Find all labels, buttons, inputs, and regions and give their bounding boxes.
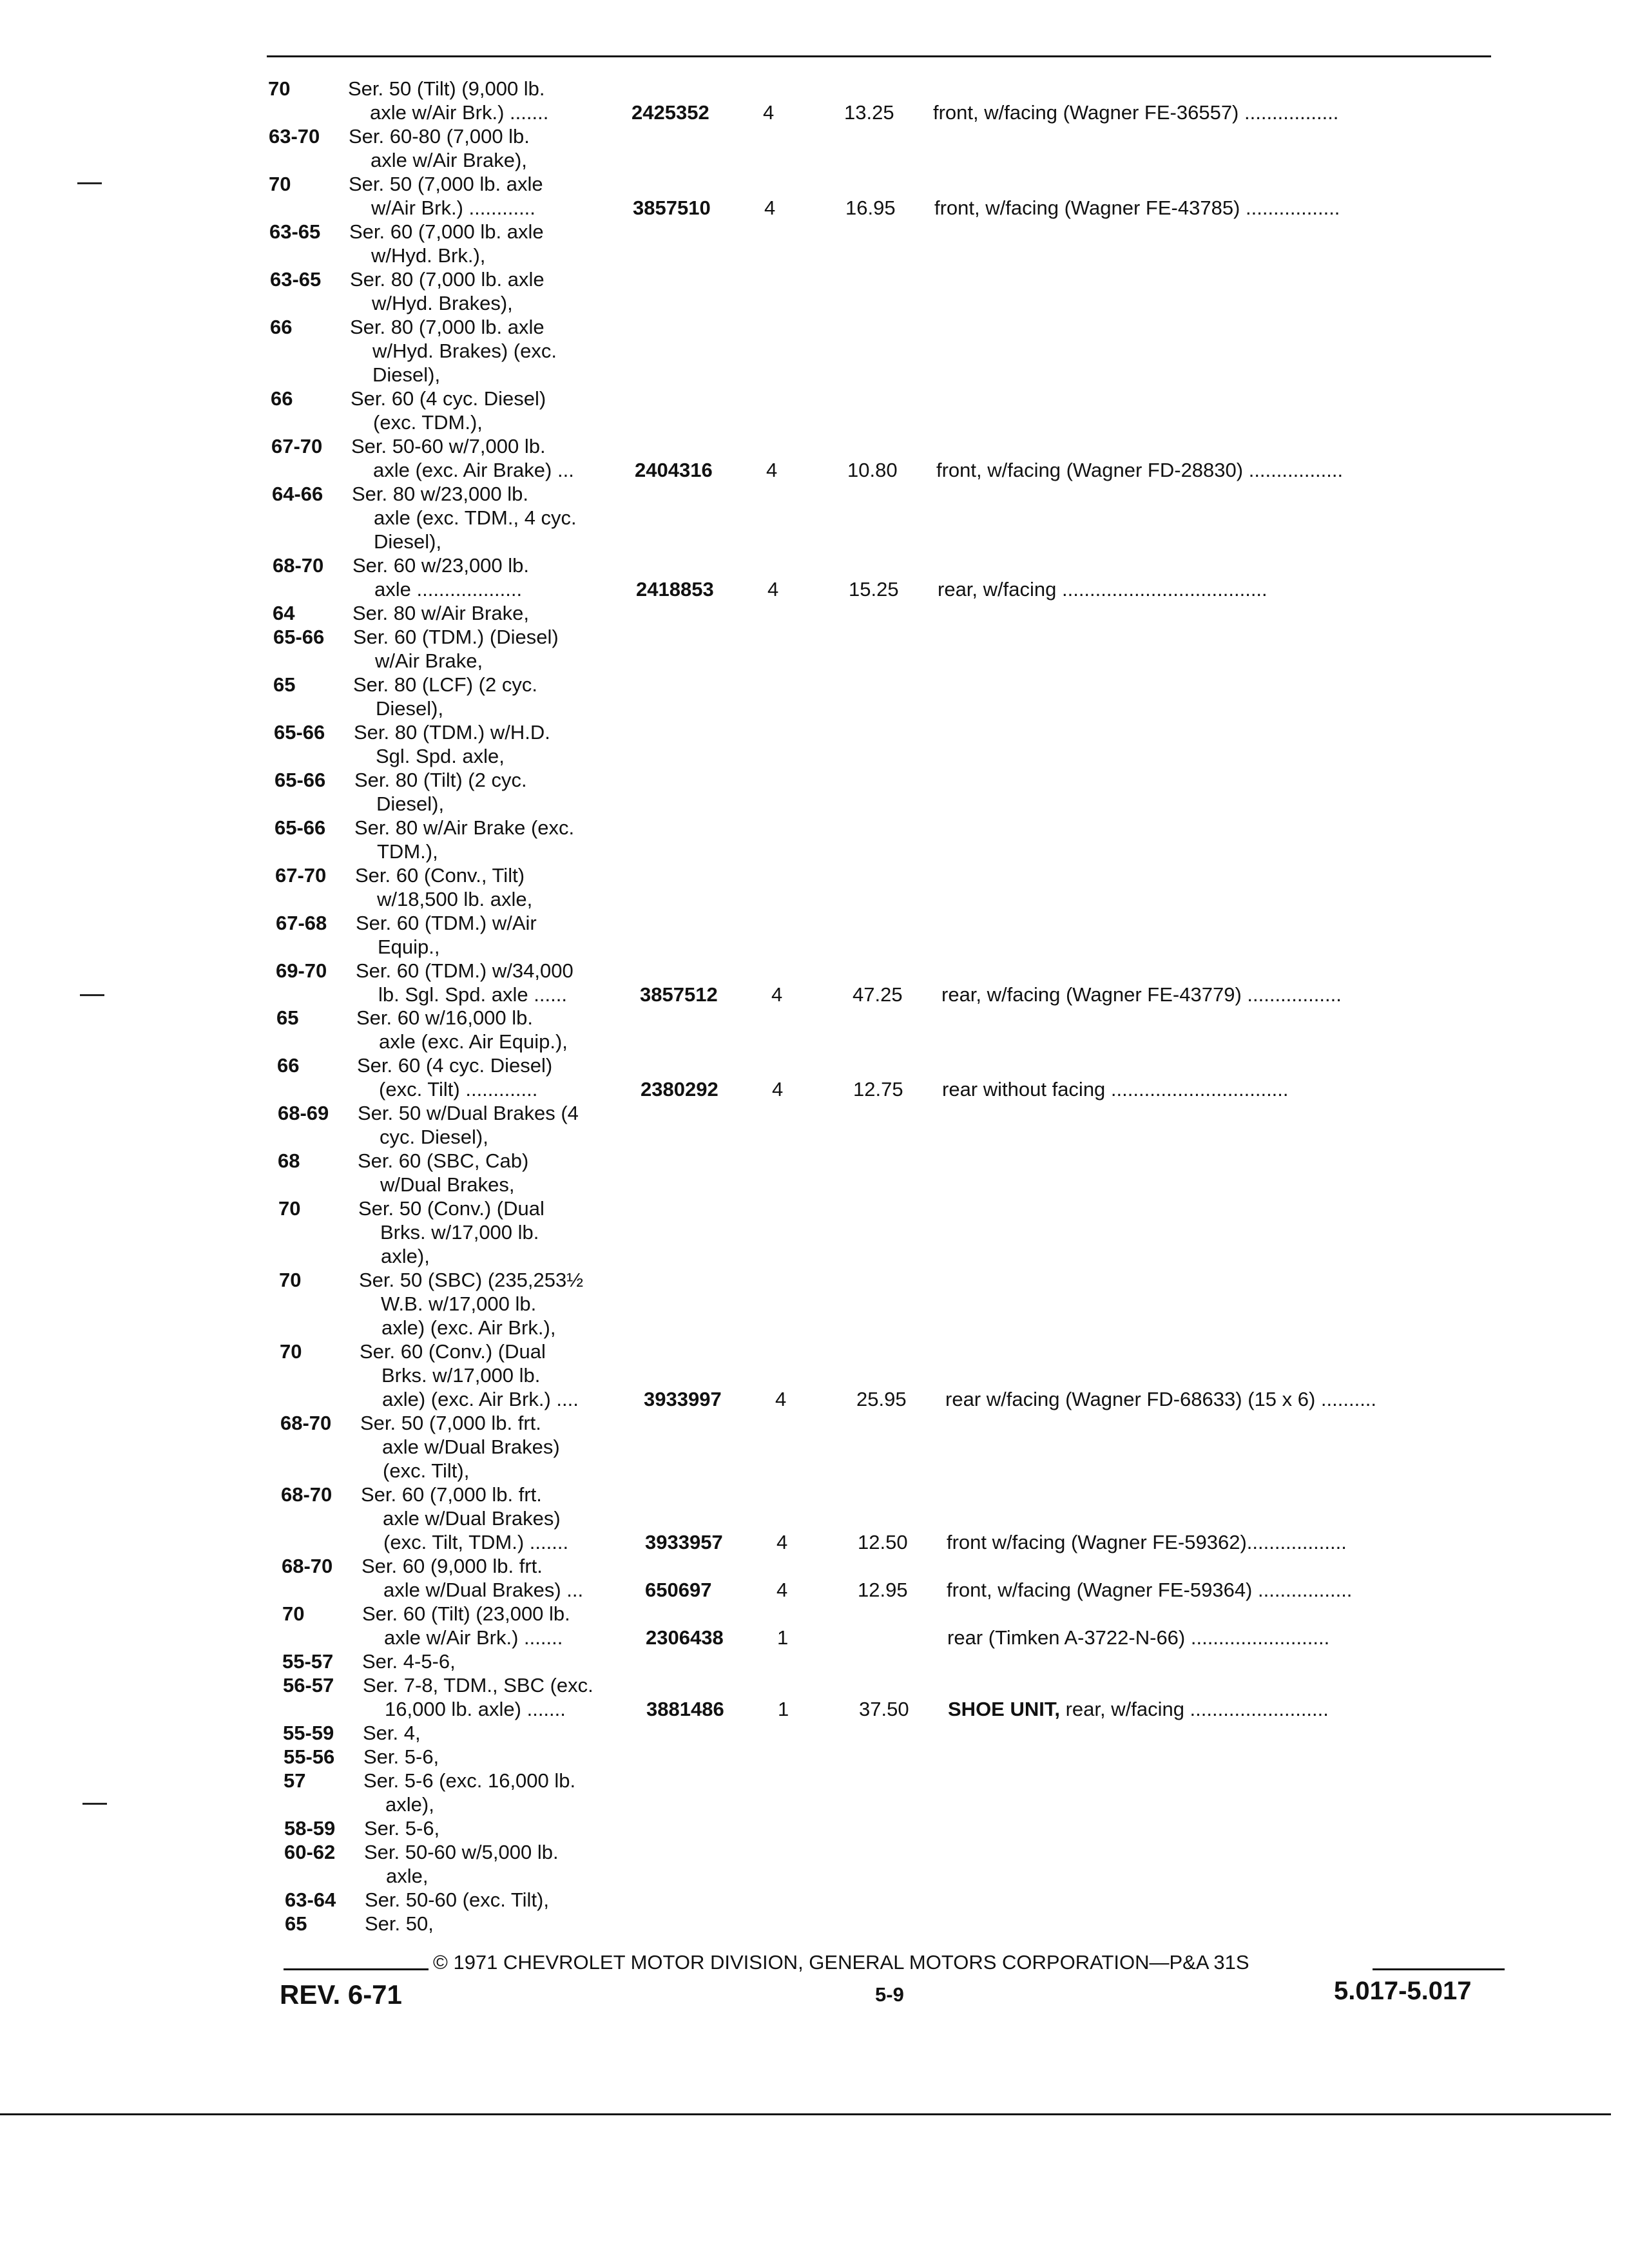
table-row [0, 149, 1629, 172]
model-years: 58-59 [284, 1817, 336, 1840]
part-description [947, 1626, 1329, 1649]
vehicle-description: Ser. 60-80 (7,000 lb. [349, 125, 530, 148]
vehicle-description: lb. Sgl. Spd. axle ...... [378, 983, 567, 1006]
table-row [0, 1841, 1629, 1864]
table-row [0, 316, 1629, 339]
table-row [0, 1579, 1629, 1602]
model-years: 70 [278, 1197, 301, 1220]
vehicle-description: Ser. 60 (7,000 lb. axle [349, 220, 544, 243]
table-row [0, 840, 1629, 863]
vehicle-description: axle w/Dual Brakes) ... [383, 1579, 584, 1601]
vehicle-description: w/Dual Brakes, [380, 1173, 515, 1196]
table-row [0, 1269, 1629, 1292]
vehicle-description: w/18,500 lb. axle, [377, 888, 533, 910]
vehicle-description: (exc. TDM.), [373, 411, 483, 434]
vehicle-description: Ser. 50 w/Dual Brakes (4 [358, 1102, 579, 1124]
vehicle-description: Ser. 4, [363, 1722, 421, 1744]
model-years: 68-70 [280, 1412, 332, 1434]
model-years: 70 [282, 1602, 305, 1625]
table-row [0, 1912, 1629, 1936]
table-row [0, 721, 1629, 744]
model-years: 65-66 [275, 769, 326, 791]
vehicle-description: Ser. 80 (7,000 lb. axle [350, 316, 545, 338]
table-row [0, 912, 1629, 935]
model-years: 67-68 [276, 912, 327, 934]
vehicle-description: axle w/Air Brk.) ....... [370, 101, 549, 124]
vehicle-description: axle (exc. Air Equip.), [379, 1030, 568, 1053]
part-description [942, 1078, 1289, 1101]
table-row [0, 506, 1629, 530]
table-row [0, 649, 1629, 673]
vehicle-description: Ser. 50, [365, 1912, 434, 1935]
part-description-text: front, w/facing (Wagner FD-28830) ................. [936, 459, 1344, 481]
table-row [0, 864, 1629, 887]
quantity: 4 [772, 1078, 784, 1100]
vehicle-description: axle) (exc. Air Brk.) .... [382, 1388, 579, 1410]
vehicle-description: axle), [381, 1245, 430, 1267]
model-years: 55-57 [282, 1650, 334, 1673]
top-rule [267, 55, 1491, 57]
table-row [0, 340, 1629, 363]
part-number: 2418853 [636, 578, 714, 601]
table-row [0, 1436, 1629, 1459]
footer-rule-right [1373, 1968, 1505, 1970]
vehicle-description: Ser. 80 (Tilt) (2 cyc. [354, 769, 527, 791]
table-row [0, 292, 1629, 315]
vehicle-description: w/Air Brake, [375, 649, 483, 672]
model-years: 70 [280, 1340, 302, 1363]
table-row [0, 1412, 1629, 1435]
table-row [0, 578, 1629, 601]
table-row [0, 1078, 1629, 1101]
vehicle-description: Ser. 5-6, [363, 1745, 439, 1768]
quantity: 4 [767, 578, 779, 601]
part-description [934, 197, 1340, 220]
table-row [0, 1793, 1629, 1816]
vehicle-description: axle w/Air Brk.) ....... [384, 1626, 563, 1649]
vehicle-description: Ser. 80 w/23,000 lb. [352, 483, 529, 505]
part-number: 2380292 [641, 1078, 718, 1100]
vehicle-description: Ser. 60 (4 cyc. Diesel) [357, 1054, 553, 1077]
table-row [0, 602, 1629, 625]
bottom-page-rule [0, 2113, 1611, 2115]
vehicle-description: Brks. w/17,000 lb. [381, 1364, 541, 1387]
vehicle-description: Sgl. Spd. axle, [376, 745, 505, 767]
vehicle-description: Ser. 60 (Conv., Tilt) [355, 864, 525, 887]
part-number: 2425352 [631, 101, 709, 124]
model-years: 66 [271, 387, 293, 410]
vehicle-description: TDM.), [377, 840, 438, 863]
part-description-text: rear, w/facing ......................... [1059, 1698, 1329, 1720]
model-years: 57 [284, 1769, 306, 1792]
model-years: 70 [279, 1269, 302, 1291]
model-years: 69-70 [276, 959, 327, 982]
vehicle-description: (exc. Tilt) ............. [379, 1078, 538, 1100]
table-row [0, 77, 1629, 101]
model-years: 55-59 [283, 1722, 334, 1744]
vehicle-description: 16,000 lb. axle) ....... [385, 1698, 566, 1720]
part-description [947, 1531, 1347, 1554]
vehicle-description: Brks. w/17,000 lb. [380, 1221, 539, 1244]
part-description-text: rear without facing ................................ [942, 1078, 1289, 1100]
vehicle-description: Ser. 60 (SBC, Cab) [358, 1149, 529, 1172]
table-row [0, 1817, 1629, 1840]
vehicle-description: axle) (exc. Air Brk.), [381, 1316, 556, 1339]
price: 12.95 [858, 1579, 908, 1601]
model-years: 64 [273, 602, 295, 624]
model-years: 70 [268, 77, 291, 100]
table-row [0, 220, 1629, 244]
quantity: 4 [764, 197, 776, 219]
vehicle-description: Ser. 60 (Conv.) (Dual [360, 1340, 546, 1363]
vehicle-description: Ser. 50 (Tilt) (9,000 lb. [348, 77, 545, 100]
price: 10.80 [847, 459, 898, 481]
table-row [0, 554, 1629, 577]
table-row [0, 1722, 1629, 1745]
model-years: 68-70 [281, 1483, 333, 1506]
part-description-text: rear w/facing (Wagner FD-68633) (15 x 6) .......... [945, 1388, 1377, 1410]
model-years: 65-66 [274, 721, 325, 744]
vehicle-description: Ser. 60 (Tilt) (23,000 lb. [362, 1602, 570, 1625]
vehicle-description: Ser. 80 w/Air Brake, [352, 602, 529, 624]
part-description [938, 578, 1268, 601]
vehicle-description: Equip., [378, 936, 440, 958]
part-description-text: rear, w/facing ..................................... [938, 578, 1268, 601]
quantity: 4 [763, 101, 775, 124]
table-row [0, 1316, 1629, 1340]
table-row [0, 1459, 1629, 1483]
table-row [0, 1221, 1629, 1244]
table-row [0, 1340, 1629, 1363]
vehicle-description: W.B. w/17,000 lb. [381, 1293, 537, 1315]
model-years: 65 [276, 1006, 299, 1029]
table-row [0, 1698, 1629, 1721]
vehicle-description: Ser. 7-8, TDM., SBC (exc. [363, 1674, 593, 1696]
part-description-text: rear (Timken A-3722-N-66) ......................... [947, 1626, 1330, 1649]
table-row [0, 1769, 1629, 1792]
price: 47.25 [853, 983, 903, 1006]
vehicle-description: Ser. 60 w/23,000 lb. [352, 554, 530, 577]
price: 25.95 [856, 1388, 907, 1410]
price: 37.50 [859, 1698, 909, 1720]
price: 12.50 [858, 1531, 908, 1553]
vehicle-description: Ser. 80 w/Air Brake (exc. [354, 816, 575, 839]
part-number: 3933997 [644, 1388, 722, 1410]
table-row [0, 1149, 1629, 1173]
vehicle-description: Diesel), [376, 697, 444, 720]
part-number: 3857512 [640, 983, 718, 1006]
part-description [936, 459, 1343, 482]
table-row [0, 1173, 1629, 1196]
table-row [0, 673, 1629, 697]
model-years: 70 [269, 173, 291, 195]
vehicle-description: axle w/Dual Brakes) [383, 1507, 561, 1530]
table-row [0, 936, 1629, 959]
shoe-unit-label: SHOE UNIT, [948, 1698, 1060, 1720]
model-years: 63-64 [285, 1888, 336, 1911]
vehicle-description: w/Hyd. Brk.), [371, 244, 486, 267]
vehicle-description: Ser. 50-60 w/5,000 lb. [364, 1841, 559, 1863]
part-description [941, 983, 1342, 1006]
vehicle-description: axle), [385, 1793, 434, 1816]
price: 12.75 [853, 1078, 903, 1100]
vehicle-description: axle ................... [374, 578, 523, 601]
table-row [0, 435, 1629, 458]
quantity: 4 [771, 983, 783, 1006]
table-row [0, 244, 1629, 267]
copyright-notice: © 1971 CHEVROLET MOTOR DIVISION, GENERAL MOTORS CORPORATION—P&A 31S [433, 1951, 1249, 1974]
model-years: 63-65 [270, 268, 322, 291]
vehicle-description: Ser. 80 (LCF) (2 cyc. [353, 673, 537, 696]
table-row [0, 1364, 1629, 1387]
model-years: 67-70 [275, 864, 327, 887]
table-row [0, 1030, 1629, 1053]
part-description [945, 1388, 1376, 1411]
vehicle-description: w/Hyd. Brakes) (exc. [372, 340, 557, 362]
table-row [0, 411, 1629, 434]
vehicle-description: (exc. Tilt), [383, 1459, 470, 1482]
part-number: 2404316 [635, 459, 713, 481]
part-description [948, 1698, 1329, 1721]
vehicle-description: Ser. 60 w/16,000 lb. [356, 1006, 534, 1029]
part-number: 3933957 [645, 1531, 723, 1553]
table-row [0, 745, 1629, 768]
vehicle-description: axle, [386, 1865, 429, 1887]
price: 16.95 [845, 197, 896, 219]
model-years: 68 [278, 1149, 300, 1172]
table-row [0, 793, 1629, 816]
part-description [933, 101, 1338, 124]
vehicle-description: Ser. 80 (7,000 lb. axle [350, 268, 545, 291]
table-row [0, 1531, 1629, 1554]
table-row [0, 888, 1629, 911]
price: 15.25 [849, 578, 899, 601]
model-years: 68-69 [278, 1102, 329, 1124]
quantity: 1 [778, 1698, 789, 1720]
table-row [0, 959, 1629, 983]
vehicle-description: Ser. 80 (TDM.) w/H.D. [354, 721, 550, 744]
model-years: 65 [285, 1912, 307, 1935]
table-row [0, 173, 1629, 196]
model-years: 68-70 [273, 554, 324, 577]
table-row [0, 1483, 1629, 1506]
table-row [0, 1102, 1629, 1125]
table-row [0, 1388, 1629, 1411]
table-row [0, 983, 1629, 1006]
revision-label: REV. 6-71 [280, 1979, 402, 2010]
part-description-text: rear, w/facing (Wagner FE-43779) ................. [941, 983, 1342, 1006]
table-row [0, 197, 1629, 220]
vehicle-description: axle w/Dual Brakes) [382, 1436, 560, 1458]
vehicle-description: Ser. 50-60 w/7,000 lb. [351, 435, 546, 457]
table-row [0, 1197, 1629, 1220]
table-row [0, 363, 1629, 387]
table-row [0, 1865, 1629, 1888]
model-years: 65 [273, 673, 296, 696]
quantity: 4 [766, 459, 778, 481]
part-number: 650697 [645, 1579, 712, 1601]
vehicle-description: axle (exc. Air Brake) ... [373, 459, 574, 481]
vehicle-description: Ser. 60 (9,000 lb. frt. [361, 1555, 543, 1577]
table-row [0, 387, 1629, 410]
table-row [0, 1745, 1629, 1769]
vehicle-description: Ser. 50 (7,000 lb. frt. [360, 1412, 541, 1434]
vehicle-description: cyc. Diesel), [380, 1126, 488, 1148]
vehicle-description: Ser. 5-6, [364, 1817, 440, 1840]
vehicle-description: Ser. 60 (TDM.) (Diesel) [353, 626, 559, 648]
model-years: 65-66 [275, 816, 326, 839]
quantity: 4 [775, 1388, 787, 1410]
part-description [947, 1579, 1352, 1602]
model-years: 60-62 [284, 1841, 336, 1863]
vehicle-description: Diesel), [374, 530, 442, 553]
part-number: 2306438 [646, 1626, 724, 1649]
quantity: 4 [776, 1579, 788, 1601]
table-row [0, 1674, 1629, 1697]
model-years: 56-57 [283, 1674, 334, 1696]
part-number: 3881486 [646, 1698, 724, 1720]
model-years: 65-66 [273, 626, 325, 648]
part-number: 3857510 [633, 197, 711, 219]
vehicle-description: Ser. 60 (7,000 lb. frt. [361, 1483, 542, 1506]
vehicle-description: Ser. 50-60 (exc. Tilt), [365, 1888, 549, 1911]
model-years: 63-65 [269, 220, 321, 243]
quantity: 1 [777, 1626, 789, 1649]
model-years: 64-66 [272, 483, 323, 505]
table-row [0, 1006, 1629, 1030]
vehicle-description: axle w/Air Brake), [371, 149, 527, 171]
table-row [0, 1626, 1629, 1649]
quantity: 4 [776, 1531, 788, 1553]
section-number: 5.017-5.017 [1334, 1977, 1472, 2005]
vehicle-description: Ser. 50 (SBC) (235,253½ [359, 1269, 584, 1291]
model-years: 63-70 [269, 125, 320, 148]
vehicle-description: Ser. 4-5-6, [362, 1650, 456, 1673]
vehicle-description: axle (exc. TDM., 4 cyc. [374, 506, 577, 529]
vehicle-description: Ser. 60 (4 cyc. Diesel) [351, 387, 546, 410]
footer-rule-left [284, 1968, 429, 1970]
vehicle-description: (exc. Tilt, TDM.) ....... [383, 1531, 569, 1553]
part-description-text: front w/facing (Wagner FE-59362).................. [947, 1531, 1347, 1553]
table-row [0, 459, 1629, 482]
table-row [0, 101, 1629, 124]
table-row [0, 1054, 1629, 1077]
table-row [0, 697, 1629, 720]
vehicle-description: w/Air Brk.) ............ [371, 197, 535, 219]
table-row [0, 483, 1629, 506]
part-description-text: front, w/facing (Wagner FE-59364) ................. [947, 1579, 1353, 1601]
table-row [0, 530, 1629, 553]
table-row [0, 1888, 1629, 1912]
part-description-text: front, w/facing (Wagner FE-36557) ................. [933, 101, 1339, 124]
table-row [0, 1555, 1629, 1578]
vehicle-description: w/Hyd. Brakes), [372, 292, 513, 314]
table-row [0, 1602, 1629, 1626]
table-row [0, 1507, 1629, 1530]
vehicle-description: Ser. 50 (Conv.) (Dual [358, 1197, 545, 1220]
model-years: 66 [270, 316, 293, 338]
table-row [0, 125, 1629, 148]
table-row [0, 1293, 1629, 1316]
vehicle-description: Diesel), [372, 363, 441, 386]
vehicle-description: Ser. 60 (TDM.) w/34,000 [356, 959, 574, 982]
table-row [0, 1126, 1629, 1149]
page-number: 5-9 [875, 1983, 904, 2006]
model-years: 67-70 [271, 435, 323, 457]
vehicle-description: Ser. 5-6 (exc. 16,000 lb. [363, 1769, 576, 1792]
table-row [0, 1245, 1629, 1268]
table-row [0, 626, 1629, 649]
table-row [0, 816, 1629, 840]
table-row [0, 268, 1629, 291]
vehicle-description: Diesel), [376, 793, 445, 815]
model-years: 68-70 [282, 1555, 333, 1577]
table-row [0, 769, 1629, 792]
vehicle-description: Ser. 50 (7,000 lb. axle [349, 173, 543, 195]
vehicle-description: Ser. 60 (TDM.) w/Air [356, 912, 537, 934]
table-row [0, 1650, 1629, 1673]
price: 13.25 [844, 101, 894, 124]
model-years: 66 [277, 1054, 300, 1077]
part-description-text: front, w/facing (Wagner FE-43785) ................. [934, 197, 1340, 219]
model-years: 55-56 [284, 1745, 335, 1768]
